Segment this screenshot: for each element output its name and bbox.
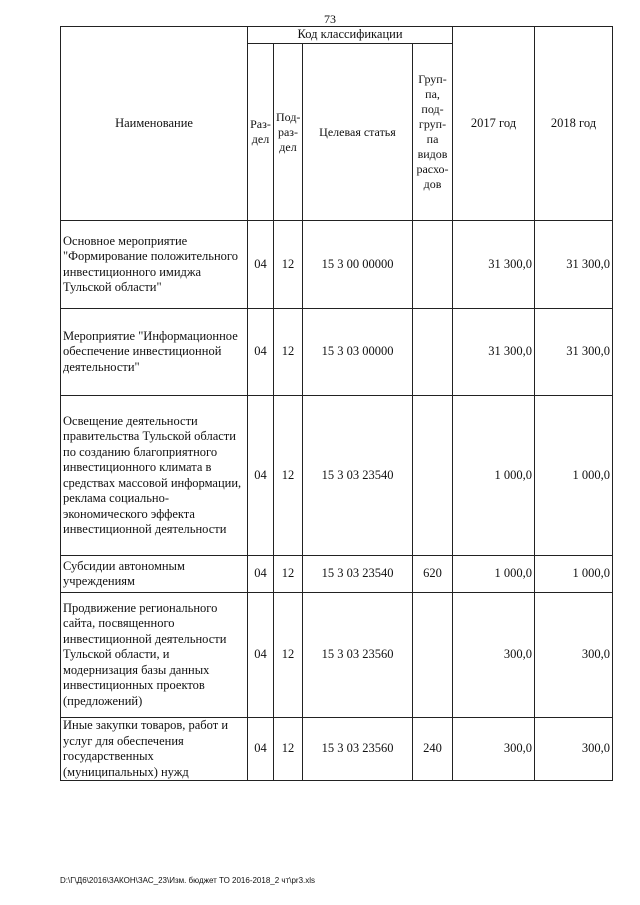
header-expense-group: Груп-па, под-груп-па видов расхо-дов xyxy=(413,44,453,221)
header-name: Наименование xyxy=(61,27,248,221)
table-row xyxy=(61,718,613,781)
table-row xyxy=(61,309,613,396)
row-name: Продвижение регионального сайта, посвященного инвестиционной деятельности Тульской области, и модернизация базы данных инвестиционных проектов (предложений) xyxy=(61,593,248,718)
row-section: 04 xyxy=(248,593,274,718)
row-article: 15 3 03 23560 xyxy=(303,718,413,781)
row-2018: 1 000,0 xyxy=(535,396,613,556)
row-section: 04 xyxy=(248,396,274,556)
row-2018: 31 300,0 xyxy=(535,309,613,396)
row-2017: 31 300,0 xyxy=(453,221,535,309)
row-name: Субсидии автономным учреждениям xyxy=(61,556,248,593)
page-number: 73 xyxy=(324,12,336,26)
footer-file-path: D:\Г\Д6\2016\ЗАКОН\ЗАС_23\Изм. бюджет ТО 2016-2018_2 чт\pr3.xls xyxy=(60,876,316,885)
row-group xyxy=(413,309,453,396)
row-2017: 300,0 xyxy=(453,718,535,781)
row-subsection: 12 xyxy=(274,309,303,396)
row-subsection: 12 xyxy=(274,396,303,556)
row-2017: 1 000,0 xyxy=(453,396,535,556)
row-2018: 300,0 xyxy=(535,593,613,718)
row-section: 04 xyxy=(248,556,274,593)
row-article: 15 3 03 00000 xyxy=(303,309,413,396)
row-article: 15 3 00 00000 xyxy=(303,221,413,309)
table-row xyxy=(61,221,613,309)
header-classification: Код классификации xyxy=(248,27,453,44)
row-name: Мероприятие "Информационное обеспечение инвестиционной деятельности" xyxy=(61,309,248,396)
budget-table xyxy=(60,26,613,781)
row-group xyxy=(413,396,453,556)
header-section: Раз-дел xyxy=(248,44,274,221)
row-subsection: 12 xyxy=(274,718,303,781)
row-section: 04 xyxy=(248,718,274,781)
table-row xyxy=(61,396,613,556)
table-row xyxy=(61,593,613,718)
row-article: 15 3 03 23540 xyxy=(303,556,413,593)
row-name: Иные закупки товаров, работ и услуг для обеспечения государственных (муниципальных) нужд xyxy=(61,718,248,781)
row-group xyxy=(413,221,453,309)
row-group: 620 xyxy=(413,556,453,593)
row-2018: 31 300,0 xyxy=(535,221,613,309)
row-2017: 31 300,0 xyxy=(453,309,535,396)
row-subsection: 12 xyxy=(274,221,303,309)
row-subsection: 12 xyxy=(274,556,303,593)
row-2017: 1 000,0 xyxy=(453,556,535,593)
row-group: 240 xyxy=(413,718,453,781)
row-2018: 1 000,0 xyxy=(535,556,613,593)
header-2017: 2017 год xyxy=(453,27,535,221)
row-2017: 300,0 xyxy=(453,593,535,718)
row-section: 04 xyxy=(248,221,274,309)
row-group xyxy=(413,593,453,718)
row-name: Основное мероприятие "Формирование положительного инвестиционного имиджа Тульской области" xyxy=(61,221,248,309)
row-section: 04 xyxy=(248,309,274,396)
row-subsection: 12 xyxy=(274,593,303,718)
row-name: Освещение деятельности правительства Тульской области по созданию благоприятного инвестиционного климата в средствах массовой информации, реклама социально-экономического эффекта инвестиционной деятельности xyxy=(61,396,248,556)
header-2018: 2018 год xyxy=(535,27,613,221)
header-subsection: Под-раз-дел xyxy=(274,44,303,221)
row-article: 15 3 03 23560 xyxy=(303,593,413,718)
table-row xyxy=(61,556,613,593)
header-target-article: Целевая статья xyxy=(303,44,413,221)
row-2018: 300,0 xyxy=(535,718,613,781)
row-article: 15 3 03 23540 xyxy=(303,396,413,556)
